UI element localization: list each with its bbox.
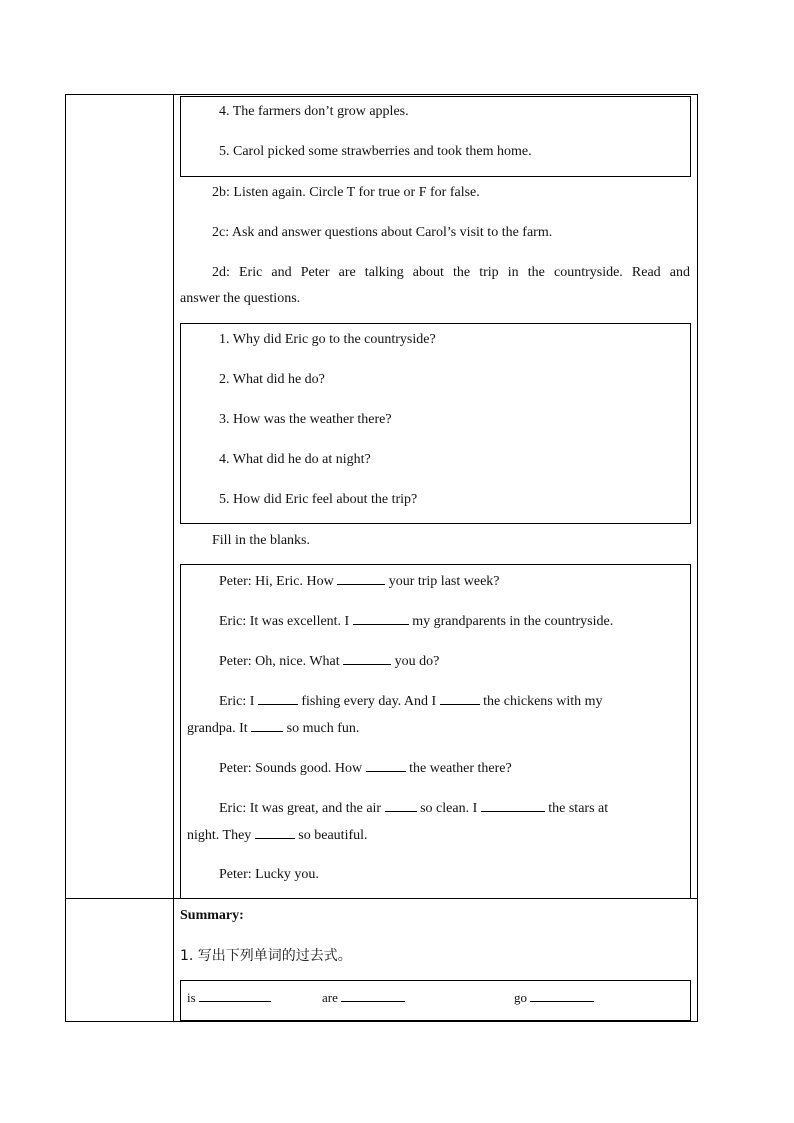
dialogue-text: so much fun.: [286, 721, 360, 736]
table-bottom-border: [65, 1021, 698, 1022]
dialogue-text: night. They: [187, 828, 252, 843]
dialogue-line-2: [219, 612, 613, 631]
blank-field[interactable]: [481, 799, 545, 812]
dialogue-text: the chickens with my: [483, 694, 603, 709]
dialogue-text: my grandparents in the countryside.: [412, 614, 614, 629]
dialogue-line-3: [219, 652, 439, 671]
dialogue-text: your trip last week?: [388, 574, 500, 589]
word-is: [187, 989, 271, 1007]
dialogue-text: Peter: Oh, nice. What: [219, 654, 340, 669]
dialogue-line-4: [219, 692, 603, 711]
dialogue-text: so clean. I: [420, 801, 478, 816]
dialogue-line-1: [219, 572, 500, 591]
statement-5: 5. Carol picked some strawberries and took them home.: [219, 144, 532, 159]
question-5: 5. How did Eric feel about the trip?: [219, 492, 418, 507]
question-3: 3. How was the weather there?: [219, 412, 392, 427]
table-column-divider: [173, 94, 174, 1022]
blank-field[interactable]: [258, 692, 298, 705]
dialogue-text: grandpa. It: [187, 721, 248, 736]
word-label: is: [187, 990, 196, 1005]
dialogue-text: you do?: [394, 654, 440, 669]
question-4: 4. What did he do at night?: [219, 452, 371, 467]
dialogue-text: Eric: It was great, and the air: [219, 801, 382, 816]
dialogue-line-6: [219, 759, 512, 778]
dialogue-text: Eric: It was excellent. I: [219, 614, 350, 629]
dialogue-line-5: [187, 719, 359, 738]
dialogue-text: fishing every day. And I: [301, 694, 437, 709]
blank-field[interactable]: [366, 759, 406, 772]
question-2: 2. What did he do?: [219, 372, 325, 387]
blank-field[interactable]: [199, 989, 271, 1002]
dialogue-text: so beautiful.: [298, 828, 368, 843]
question-1: 1. Why did Eric go to the countryside?: [219, 332, 436, 347]
instruction-2b: 2b: Listen again. Circle T for true or F for false.: [212, 185, 480, 200]
statement-4: 4. The farmers don’t grow apples.: [219, 104, 409, 119]
summary-title: Summary:: [180, 908, 244, 923]
dialogue-line-8: [187, 826, 368, 845]
summary-task: [180, 947, 352, 966]
table-right-border: [697, 94, 698, 1022]
table-top-border: [65, 94, 698, 95]
instruction-2c: 2c: Ask and answer questions about Carol’s visit to the farm.: [212, 225, 553, 240]
summary-task-text: 1. 写出下列单词的过去式。: [180, 948, 352, 964]
blank-field[interactable]: [530, 989, 594, 1002]
dialogue-line-7: [219, 799, 608, 818]
word-label: are: [322, 990, 338, 1005]
dialogue-text: Peter: Hi, Eric. How: [219, 574, 334, 589]
dialogue-text: the stars at: [548, 801, 609, 816]
word-go: [514, 989, 594, 1007]
dialogue-text: Eric: I: [219, 694, 255, 709]
blank-field[interactable]: [255, 826, 295, 839]
blank-field[interactable]: [341, 989, 405, 1002]
blank-field[interactable]: [251, 719, 283, 732]
dialogue-text: Peter: Sounds good. How: [219, 761, 363, 776]
instruction-2d-line2: answer the questions.: [180, 291, 301, 306]
dialogue-line-9: Peter: Lucky you.: [219, 867, 319, 882]
blank-field[interactable]: [385, 799, 417, 812]
blank-field[interactable]: [337, 572, 385, 585]
word-label: go: [514, 990, 527, 1005]
blank-field[interactable]: [353, 612, 409, 625]
table-left-border: [65, 94, 66, 1022]
instruction-2d-line1: 2d: Eric and Peter are talking about the trip in the countryside. Read and: [212, 265, 690, 280]
word-are: [322, 989, 405, 1007]
blank-field[interactable]: [440, 692, 480, 705]
fill-instruction: Fill in the blanks.: [212, 533, 310, 548]
blank-field[interactable]: [343, 652, 391, 665]
dialogue-text: the weather there?: [409, 761, 512, 776]
